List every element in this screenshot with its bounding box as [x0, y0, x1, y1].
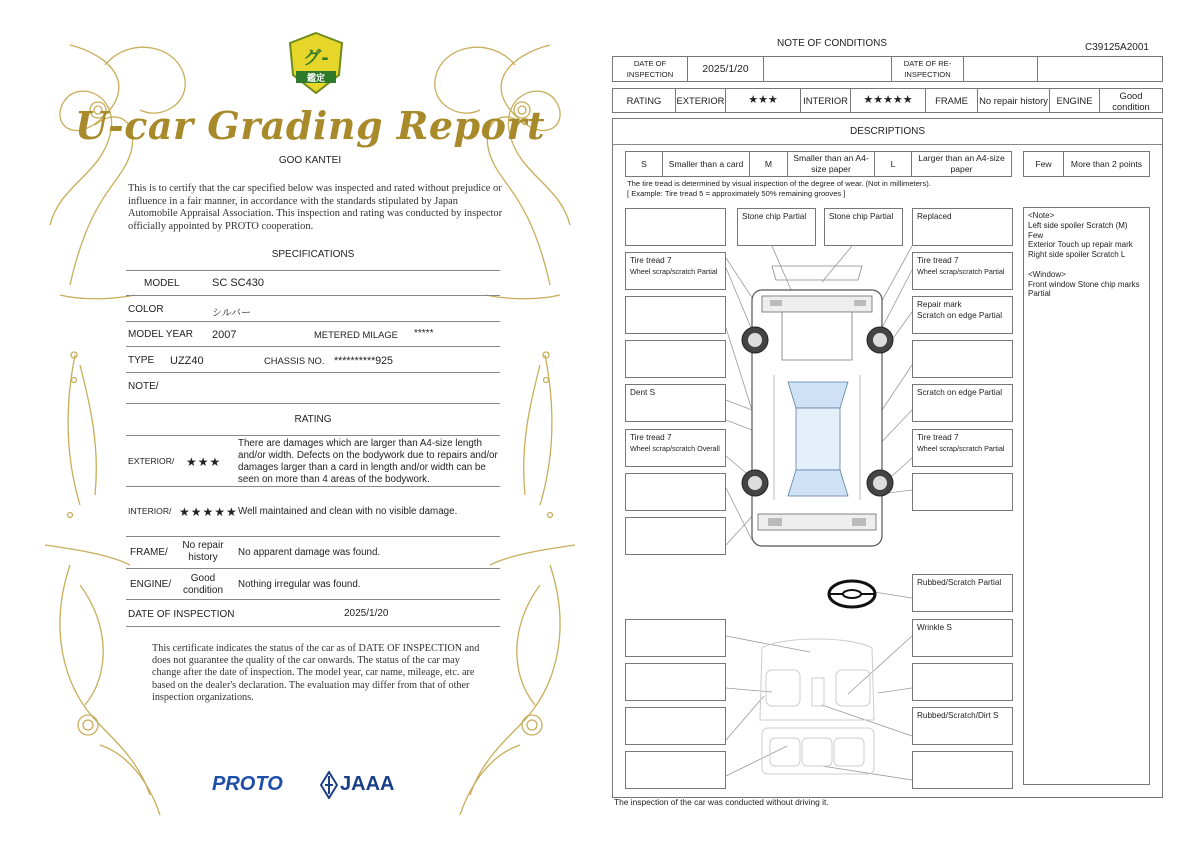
desc-box-right-1: [912, 252, 1013, 290]
exterior-label: EXTERIOR/: [128, 456, 175, 466]
model-year-value: 2007: [212, 329, 237, 341]
engine-description: Nothing irregular was found.: [238, 579, 361, 590]
model-label: MODEL: [144, 278, 180, 289]
desc-box-right-4: [912, 384, 1013, 422]
exterior-stars: ★★★: [186, 455, 222, 469]
color-label: COLOR: [128, 304, 164, 315]
frame-label: FRAME/: [130, 547, 168, 558]
model-value: SC SC430: [212, 277, 264, 289]
blank-cell: [1038, 57, 1163, 82]
desc-box-left-5: [625, 429, 726, 467]
descriptions-heading: DESCRIPTIONS: [849, 126, 925, 137]
desc-box-right-1-line2: Wheel scrap/scratch Partial: [917, 267, 1005, 276]
metered-milage-label: METERED MILAGE: [314, 329, 398, 340]
desc-box-left-1-line1: Tire tread 7: [630, 256, 672, 265]
desc-box-left-6: [625, 473, 726, 511]
model-row: [126, 271, 500, 296]
reinspection-label: DATE OF RE-INSPECTION: [892, 57, 964, 82]
specifications-heading: SPECIFICATIONS: [271, 249, 355, 260]
desc-box-left-4: [625, 384, 726, 422]
type-label: TYPE: [128, 355, 155, 366]
desc-box-left-2: [625, 296, 726, 334]
interior-label: INTERIOR/: [128, 506, 172, 516]
engine-value: Good condition: [182, 573, 224, 596]
exterior-rating-row: [126, 436, 500, 487]
desc-box-interior-right-3: Rubbed/Scratch/Dirt S: [912, 707, 1013, 745]
exterior-description: There are damages which are larger than A4-size length and/or width. Defects on the bodywork due to repairs and/or damages larger than a card in length and/or width can be seen on more than 4 areas of the bodywork.: [238, 438, 498, 485]
desc-box-right-6: [912, 473, 1013, 511]
desc-box-steering: Rubbed/Scratch Partial: [912, 574, 1013, 612]
desc-box-right-4-line1: Scratch on edge Partial: [917, 388, 1003, 397]
type-value: UZZ40: [170, 355, 204, 367]
engine-label: ENGINE/: [130, 579, 172, 590]
desc-box-interior-right-2: [912, 663, 1013, 701]
reinspection-value: [964, 57, 1038, 82]
logos: [212, 771, 412, 801]
desc-box-left-5-line1: Tire tread 7: [630, 433, 672, 442]
desc-box-right-5-line1: Tire tread 7: [917, 433, 959, 442]
few-legend-table: [1023, 151, 1150, 177]
interior-stars: ★★★★★: [851, 89, 926, 113]
desc-box-front-left: [625, 208, 726, 246]
date-of-inspection-value: 2025/1/20: [688, 57, 764, 82]
report-subtitle: GOO KANTEI: [278, 155, 342, 166]
frame-description: No apparent damage was found.: [238, 547, 381, 558]
desc-box-right-2-line2: Scratch on edge Partial: [917, 311, 1003, 320]
legend-s-desc: Smaller than a card: [663, 152, 750, 177]
descriptions-divider: [612, 144, 1163, 145]
interior-rating-row: [126, 487, 500, 537]
blank-cell: [764, 57, 892, 82]
desc-box-right-2: [912, 296, 1013, 334]
desc-box-left-4-line1: Dent S: [630, 388, 656, 397]
desc-box-top-1: Stone chip Partial: [737, 208, 816, 246]
size-legend-table: [625, 151, 1012, 177]
certification-statement: This is to certify that the car specified below was inspected and rated without prejudice or influence in a fair manner, in accordance with the standards stipulated by Japan Automobile Appraisal Association. This inspection and rating was conducted by inspector officially appointed by PROTO cooperation.: [128, 183, 503, 232]
rating-label: RATING: [613, 89, 676, 113]
desc-box-left-5-line2: Wheel scrap/scratch Overall: [630, 444, 720, 453]
desc-box-right-2-line1: Repair mark: [917, 300, 962, 309]
color-row: [126, 296, 500, 322]
desc-box-top-2: Stone chip Partial: [824, 208, 903, 246]
legend-few-desc: More than 2 points: [1064, 152, 1150, 177]
tire-tread-note: [627, 179, 931, 198]
desc-box-left-1: [625, 252, 726, 290]
svg-text:鑑定: 鑑定: [306, 74, 326, 84]
desc-box-right-5-line2: Wheel scrap/scratch Partial: [917, 444, 1005, 453]
inspection-date-value: 2025/1/20: [344, 608, 389, 619]
desc-box-interior-left-3: [625, 707, 726, 745]
interior-description: Well maintained and clean with no visible damage.: [238, 506, 458, 517]
rating-heading: RATING: [294, 414, 332, 425]
desc-box-right-1-line1: Tire tread 7: [917, 256, 959, 265]
proto-logo: PROTO: [212, 773, 283, 795]
desc-box-interior-left-2: [625, 663, 726, 701]
jaaa-logo: JAAA: [340, 773, 395, 795]
inspection-footnote: The inspection of the car was conducted without driving it.: [614, 797, 829, 807]
metered-milage-value: *****: [414, 328, 434, 339]
note-row: [126, 373, 500, 404]
tire-tread-note-line1: The tire tread is determined by visual inspection of the degree of wear. (Not in millimeters).: [627, 179, 931, 188]
exterior-label: EXTERIOR: [676, 89, 726, 113]
model-year-row: [126, 322, 500, 347]
model-year-label: MODEL YEAR: [128, 329, 194, 340]
frame-label: FRAME: [926, 89, 978, 113]
frame-rating-row: [126, 537, 500, 569]
date-of-inspection-label: DATE OF INSPECTION: [613, 57, 688, 82]
desc-box-right-5: [912, 429, 1013, 467]
chassis-value: **********925: [334, 355, 393, 367]
legend-m-desc: Smaller than an A4-size paper: [788, 152, 875, 177]
tire-tread-note-line2: [ Example: Tire tread 5 = approximately 50% remaining grooves ]: [627, 188, 846, 198]
legend-m: M: [750, 152, 788, 177]
interior-stars: ★★★★★: [179, 505, 238, 519]
note-label: NOTE/: [128, 381, 159, 392]
desc-box-interior-left-4: [625, 751, 726, 789]
inspection-date-label: DATE OF INSPECTION: [128, 609, 235, 620]
engine-rating-row: [126, 569, 500, 600]
report-code: C39125A2001: [1085, 42, 1149, 53]
report-title: U-car Grading Report: [74, 103, 546, 148]
interior-label: INTERIOR: [801, 89, 851, 113]
desc-box-interior-right-4: [912, 751, 1013, 789]
desc-box-interior-left-1: [625, 619, 726, 657]
grading-certificate: [40, 25, 580, 825]
svg-text:グ-: グ-: [303, 48, 329, 69]
desc-box-left-1-line2: Wheel scrap/scratch Partial: [630, 267, 718, 276]
frame-value: No repair history: [978, 89, 1050, 113]
condition-notes: <Note> Left side spoiler Scratch (M) Few Exterior Touch up repair mark Right side spoiler Scratch L <Window> Front window Stone chip marks Partial: [1023, 207, 1150, 785]
desc-box-top-3: Replaced: [912, 208, 1013, 246]
desc-box-left-3: [625, 340, 726, 378]
desc-box-left-7: [625, 517, 726, 555]
desc-box-right-3: [912, 340, 1013, 378]
chassis-label: CHASSIS NO.: [264, 355, 325, 366]
legend-l: L: [875, 152, 912, 177]
jaaa-emblem-icon: [320, 771, 338, 799]
engine-value: Good condition: [1100, 89, 1163, 113]
certificate-disclaimer: This certificate indicates the status of the car as of DATE OF INSPECTION and does not guarantee the quality of the car onwards. The status of the car may change after the date of inspection. The model year, car name, mileage, etc. are based on the dealer's declaration. The evaluation may differ from that of other inspection organizations.: [152, 643, 480, 703]
desc-box-interior-right-1: Wrinkle S: [912, 619, 1013, 657]
legend-s: S: [626, 152, 663, 177]
engine-label: ENGINE: [1050, 89, 1100, 113]
rating-summary-table: [612, 88, 1163, 113]
exterior-stars: ★★★: [726, 89, 801, 113]
inspection-date-row: [126, 600, 500, 627]
note-of-conditions-title: NOTE OF CONDITIONS: [777, 38, 887, 49]
color-value: シルバー: [212, 308, 252, 319]
steering-wheel-icon: [829, 581, 875, 607]
goo-kantei-badge-icon: [287, 31, 345, 95]
type-row: [126, 347, 500, 373]
inspection-dates-table: [612, 56, 1163, 82]
legend-few: Few: [1024, 152, 1064, 177]
legend-l-desc: Larger than an A4-size paper: [912, 152, 1012, 177]
frame-value: No repair history: [182, 540, 224, 563]
